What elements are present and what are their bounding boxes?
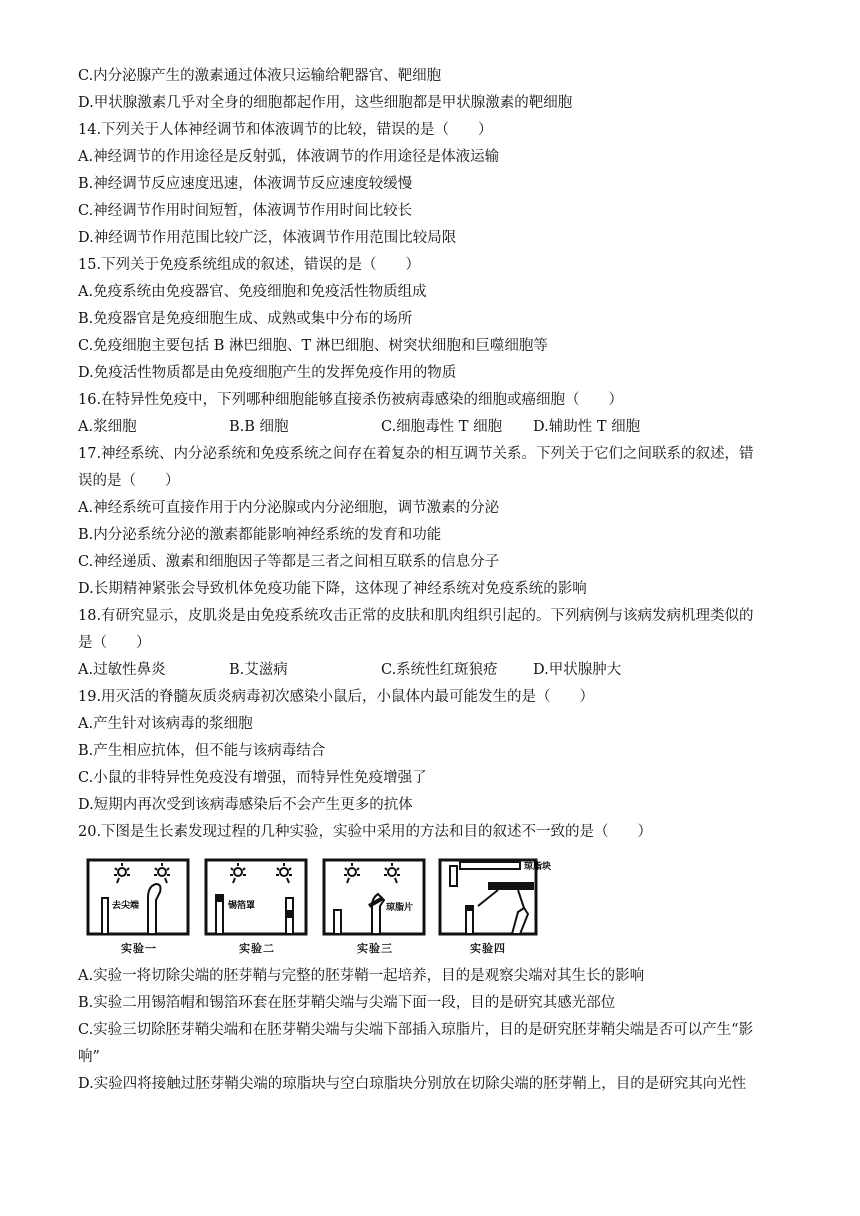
option-20b: B.实验二用锡箔帽和锡箔环套在胚芽鞘尖端与尖端下面一段，目的是研究其感光部位 xyxy=(78,995,616,1011)
foil-cap xyxy=(215,894,224,902)
experiment-1-figure xyxy=(86,858,192,954)
option-18d: D.甲状腺肿大 xyxy=(533,662,622,678)
option-20d: D.实验四将接触过胚芽鞘尖端的琼脂块与空白琼脂块分别放在切除尖端的胚芽鞘上，目的是研究其向光性 xyxy=(78,1076,747,1092)
experiment-4-diagram xyxy=(438,858,566,938)
experiment-figures xyxy=(86,858,566,954)
label-decapitated: 去尖端 xyxy=(112,901,140,911)
sun-icon xyxy=(276,863,292,883)
option-19b: B.产生相应抗体，但不能与该病毒结合 xyxy=(78,743,326,759)
label-foil-cap: 锡箔罩 xyxy=(228,901,256,911)
coleoptile-cut xyxy=(102,898,108,934)
experiment-3-figure xyxy=(322,858,428,954)
caption-experiment-4: 实验四 xyxy=(470,942,506,955)
experiment-3-diagram xyxy=(322,858,428,938)
experiment-2-figure xyxy=(204,858,310,954)
coleoptile-bending xyxy=(148,884,161,934)
option-18a: A.过敏性鼻炎 xyxy=(78,662,166,678)
option-15b: B.免疫器官是免疫细胞生成、成熟或集中分布的场所 xyxy=(78,311,413,327)
sun-icon xyxy=(154,863,170,883)
agar-block xyxy=(488,882,534,890)
caption-experiment-3: 实验三 xyxy=(357,942,393,955)
option-20a: A.实验一将切除尖端的胚芽鞘与完整的胚芽鞘一起培养，目的是观察尖端对其生长的影响 xyxy=(78,968,645,984)
experiment-2-diagram xyxy=(204,858,310,938)
option-14c: C.神经调节作用时间短暂，体液调节作用时间比较长 xyxy=(78,203,413,219)
question-18: 18.有研究显示，皮肌炎是由免疫系统攻击正常的皮肤和肌肉组织引起的。下列病例与该病发病机理类似的 xyxy=(78,608,754,624)
question-17-cont: 误的是（ ） xyxy=(78,473,180,489)
option-15d: D.免疫活性物质都是由免疫细胞产生的发挥免疫作用的物质 xyxy=(78,365,457,381)
option-17c: C.神经递质、激素和细胞因子等都是三者之间相互联系的信息分子 xyxy=(78,554,500,570)
option-14b: B.神经调节反应速度迅速，体液调节反应速度较缓慢 xyxy=(78,176,413,192)
label-agar-block: 琼脂块 xyxy=(524,862,552,872)
coleoptile-cut xyxy=(334,910,341,934)
experiment-1-diagram xyxy=(86,858,192,938)
option-19a: A.产生针对该病毒的浆细胞 xyxy=(78,716,253,732)
option-16a: A.浆细胞 xyxy=(78,419,137,435)
option-17b: B.内分泌系统分泌的激素都能影响神经系统的发育和功能 xyxy=(78,527,442,543)
option-17a: A.神经系统可直接作用于内分泌腺或内分泌细胞，调节激素的分泌 xyxy=(78,500,500,516)
sun-icon xyxy=(384,863,400,883)
sun-icon xyxy=(114,863,130,883)
question-19: 19.用灭活的脊髓灰质炎病毒初次感染小鼠后，小鼠体内最可能发生的是（ ） xyxy=(78,689,595,705)
sun-icon xyxy=(344,863,360,883)
option-14d: D.神经调节作用范围比较广泛，体液调节作用范围比较局限 xyxy=(78,230,457,246)
text-line: C.内分泌腺产生的激素通过体液只运输给靶器官、靶细胞 xyxy=(78,68,442,84)
option-17d: D.长期精神紧张会导致机体免疫功能下降，这体现了神经系统对免疫系统的影响 xyxy=(78,581,587,597)
option-15c: C.免疫细胞主要包括 B 淋巴细胞、T 淋巴细胞、树突状细胞和巨噬细胞等 xyxy=(78,338,548,354)
option-19d: D.短期内再次受到该病毒感染后不会产生更多的抗体 xyxy=(78,797,413,813)
sun-icon xyxy=(230,863,246,883)
arrow-line xyxy=(518,890,524,908)
foil-ring xyxy=(285,910,294,918)
caption-experiment-1: 实验一 xyxy=(121,942,157,955)
option-16b: B.B 细胞 xyxy=(229,419,289,435)
experiment-4-figure xyxy=(438,858,566,954)
arrow-line xyxy=(478,890,498,906)
option-19c: C.小鼠的非特异性免疫没有增强，而特异性免疫增强了 xyxy=(78,770,427,786)
label-agar-sheet: 琼脂片 xyxy=(386,903,414,913)
question-15: 15.下列关于免疫系统组成的叙述，错误的是（ ） xyxy=(78,257,421,273)
option-20c-cont: 响” xyxy=(78,1049,100,1065)
option-20c: C.实验三切除胚芽鞘尖端和在胚芽鞘尖端与尖端下部插入琼脂片，目的是研究胚芽鞘尖端是否可以产生“影 xyxy=(78,1022,754,1038)
blank-agar-block xyxy=(465,905,474,911)
question-16: 16.在特异性免疫中，下列哪种细胞能够直接杀伤被病毒感染的细胞或癌细胞（ ） xyxy=(78,392,624,408)
coleoptile-bending xyxy=(512,908,528,934)
option-16c: C.细胞毒性 T 细胞 xyxy=(381,419,503,435)
caption-experiment-2: 实验二 xyxy=(239,942,275,955)
coleoptile-blank xyxy=(466,910,473,934)
question-17: 17.神经系统、内分泌系统和免疫系统之间存在着复杂的相互调节关系。下列关于它们之间联系的叙述，错 xyxy=(78,446,754,462)
coleoptile-with-cap xyxy=(216,900,223,934)
question-20: 20.下图是生长素发现过程的几种实验，实验中采用的方法和目的叙述不一致的是（ ） xyxy=(78,824,653,840)
question-14: 14.下列关于人体神经调节和体液调节的比较，错误的是（ ） xyxy=(78,122,493,138)
option-16d: D.辅助性 T 细胞 xyxy=(533,419,641,435)
question-18-cont: 是（ ） xyxy=(78,635,151,651)
option-14a: A.神经调节的作用途径是反射弧，体液调节的作用途径是体液运输 xyxy=(78,149,500,165)
coleoptile-tip xyxy=(450,866,457,886)
option-18c: C.系统性红斑狼疮 xyxy=(381,662,498,678)
option-15a: A.免疫系统由免疫器官、免疫细胞和免疫活性物质组成 xyxy=(78,284,427,300)
agar-block-strip xyxy=(460,862,520,869)
option-18b: B.艾滋病 xyxy=(229,662,288,678)
text-line: D.甲状腺激素几乎对全身的细胞都起作用，这些细胞都是甲状腺激素的靶细胞 xyxy=(78,95,573,111)
